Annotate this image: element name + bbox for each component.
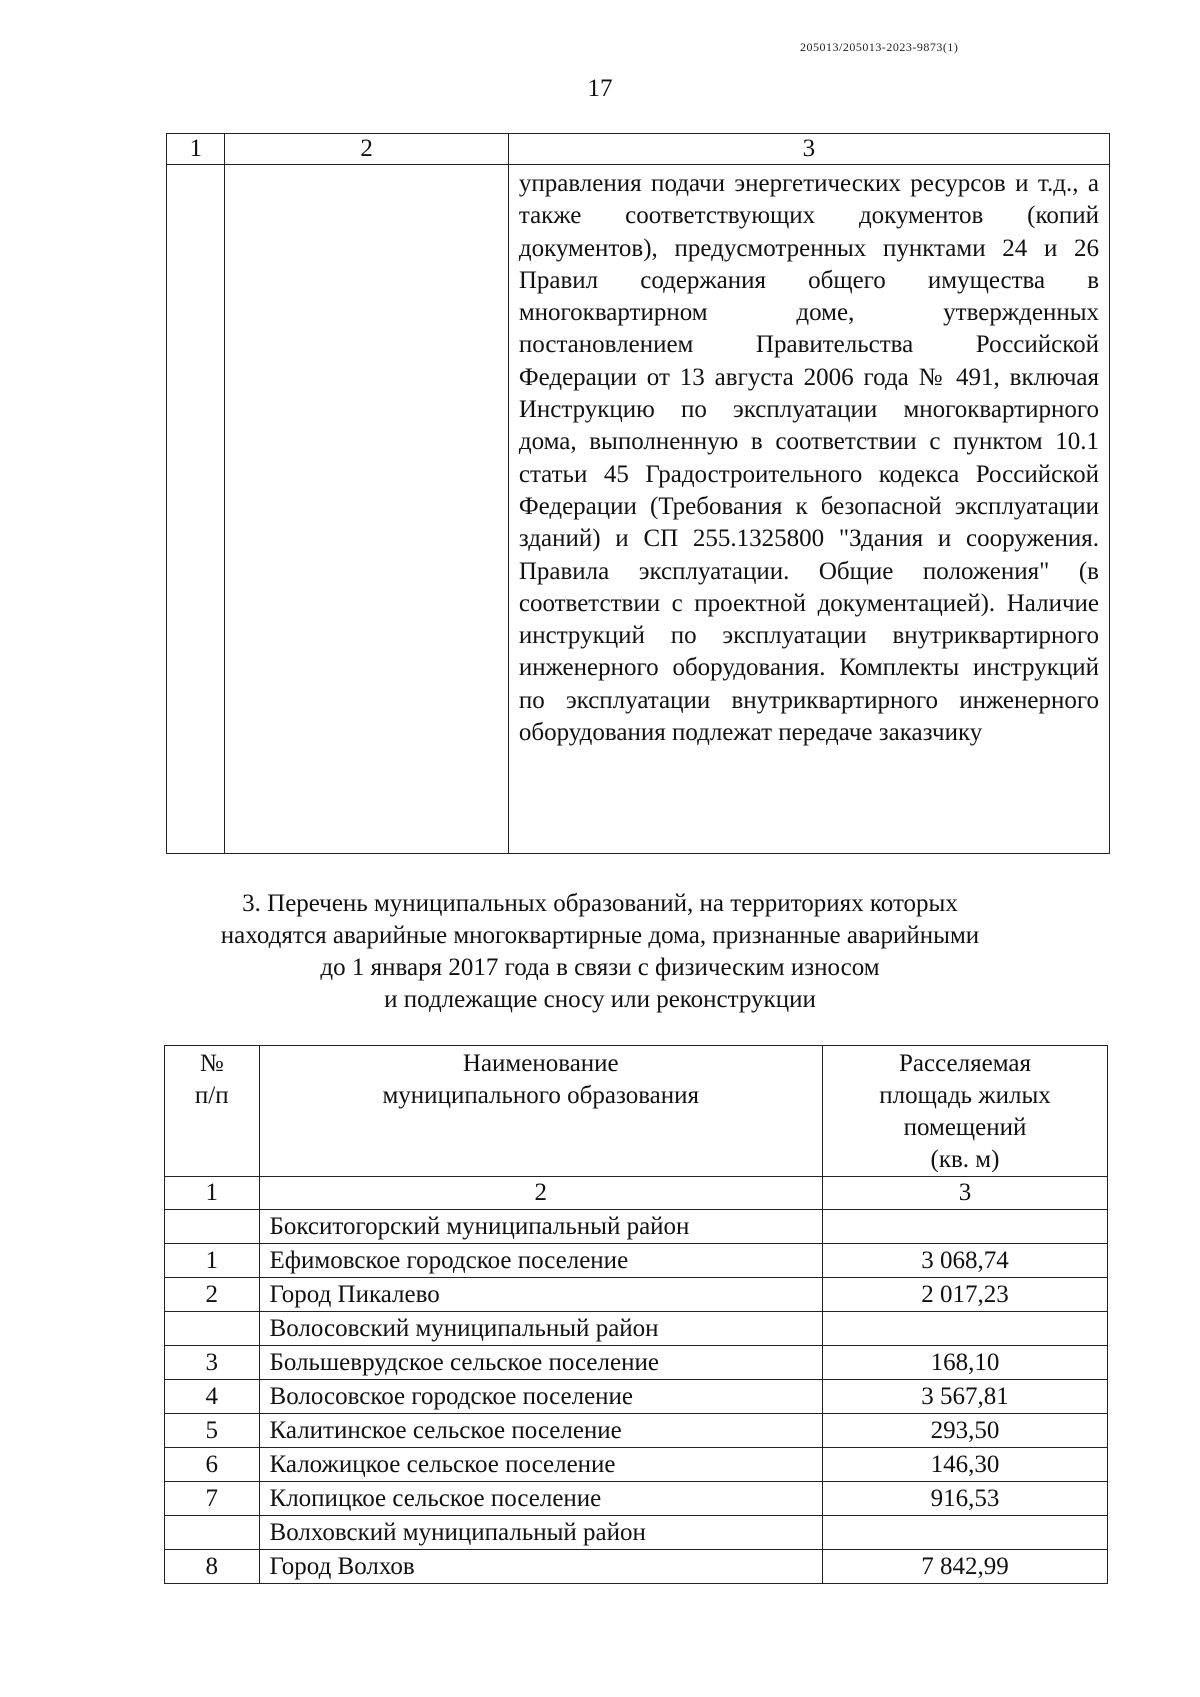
column-number-2: 2 [225,134,508,165]
row-number: 4 [165,1380,260,1414]
municipality-name: Волосовский муниципальный район [259,1312,822,1346]
header-number [165,1046,260,1177]
table-row [165,1414,1108,1448]
page-number: 17 [587,75,613,102]
resettled-area: 146,30 [823,1448,1108,1482]
continued-requirements-table [166,133,1110,854]
section-heading [150,888,1050,1016]
header-area [823,1046,1108,1177]
resettled-area: 168,10 [823,1346,1108,1380]
empty-cell [225,165,508,854]
table-row [165,1244,1108,1278]
resettled-area: 3 567,81 [823,1380,1108,1414]
requirements-text-cell [508,165,1109,854]
table-header-row [167,134,1110,165]
table-row [165,1516,1108,1550]
municipality-name: Волосовское городское поселение [259,1380,822,1414]
table-row [165,1278,1108,1312]
municipality-name: Волховский муниципальный район [259,1516,822,1550]
resettled-area [823,1312,1108,1346]
resettled-area: 293,50 [823,1414,1108,1448]
column-number-1: 1 [165,1177,260,1210]
row-number: 8 [165,1550,260,1584]
resettled-area: 2 017,23 [823,1278,1108,1312]
municipality-name: Ефимовское городское поселение [259,1244,822,1278]
requirements-text: управления подачи энергетических ресурсов и т.д., а также соответствующих документов (копий документов), предусмотренных пунктами 24 и 26 Правил содержания общего имущества в многоквартирном доме, утвержденных постановлением Правительства Российской Федерации от 13 августа 2006 года № 491, включая Инструкцию по эксплуатации многоквартирного дома, выполненную в соответствии с пунктом 10.1 статьи 45 Градостроительного кодекса Российской Федерации (Требования к безопасной эксплуатации зданий) и СП 255.1325800 "Здания и сооружения. Правила эксплуатации. Общие положения" (в соответствии с проектной документацией). Наличие инструкций по эксплуатации внутриквартирного инженерного оборудования. Комплекты инструкций по эксплуатации внутриквартирного инженерного оборудования подлежат передаче заказчику [518,170,1099,747]
column-numbers-row [165,1177,1108,1210]
row-number: 6 [165,1448,260,1482]
table-row [165,1210,1108,1244]
header-text: площадь жилых [879,1082,1051,1109]
municipality-name: Город Пикалево [259,1278,822,1312]
column-number-3: 3 [508,134,1109,165]
heading-line: находятся аварийные многоквартирные дома, признанные аварийными [220,922,980,949]
header-text: муниципального образования [382,1082,700,1109]
row-number [165,1210,260,1244]
table-row [165,1346,1108,1380]
municipalities-table [164,1045,1108,1584]
table-row [165,1482,1108,1516]
header-text: Наименование [462,1050,619,1077]
municipality-name: Клопицкое сельское поселение [259,1482,822,1516]
table-header-row [165,1046,1108,1177]
header-name [259,1046,822,1177]
header-text: (кв. м) [930,1146,1000,1173]
row-number [165,1312,260,1346]
heading-line: 3. Перечень муниципальных образований, на территориях которых [242,890,958,917]
resettled-area: 3 068,74 [823,1244,1108,1278]
header-text: п/п [194,1082,229,1109]
header-text: № [199,1050,224,1077]
municipality-name: Город Волхов [259,1550,822,1584]
resettled-area: 7 842,99 [823,1550,1108,1584]
heading-line: до 1 января 2017 года в связи с физическим износом [320,954,880,981]
municipality-name: Калитинское сельское поселение [259,1414,822,1448]
heading-line: и подлежащие сносу или реконструкции [384,986,816,1013]
municipality-name: Каложицкое сельское поселение [259,1448,822,1482]
document-id: 205013/205013-2023-9873(1) [800,40,959,54]
row-number: 5 [165,1414,260,1448]
table-row [165,1312,1108,1346]
row-number: 2 [165,1278,260,1312]
table-row [165,1380,1108,1414]
row-number [165,1516,260,1550]
empty-cell [167,165,225,854]
resettled-area [823,1516,1108,1550]
municipality-name: Большеврудское сельское поселение [259,1346,822,1380]
table-row [167,165,1110,854]
row-number: 3 [165,1346,260,1380]
row-number: 1 [165,1244,260,1278]
column-number-3: 3 [823,1177,1108,1210]
resettled-area [823,1210,1108,1244]
header-text: Расселяемая [899,1050,1031,1077]
row-number: 7 [165,1482,260,1516]
resettled-area: 916,53 [823,1482,1108,1516]
column-number-1: 1 [167,134,225,165]
column-number-2: 2 [259,1177,822,1210]
header-text: помещений [903,1114,1027,1141]
table-row [165,1448,1108,1482]
table-row [165,1550,1108,1584]
municipality-name: Бокситогорский муниципальный район [259,1210,822,1244]
